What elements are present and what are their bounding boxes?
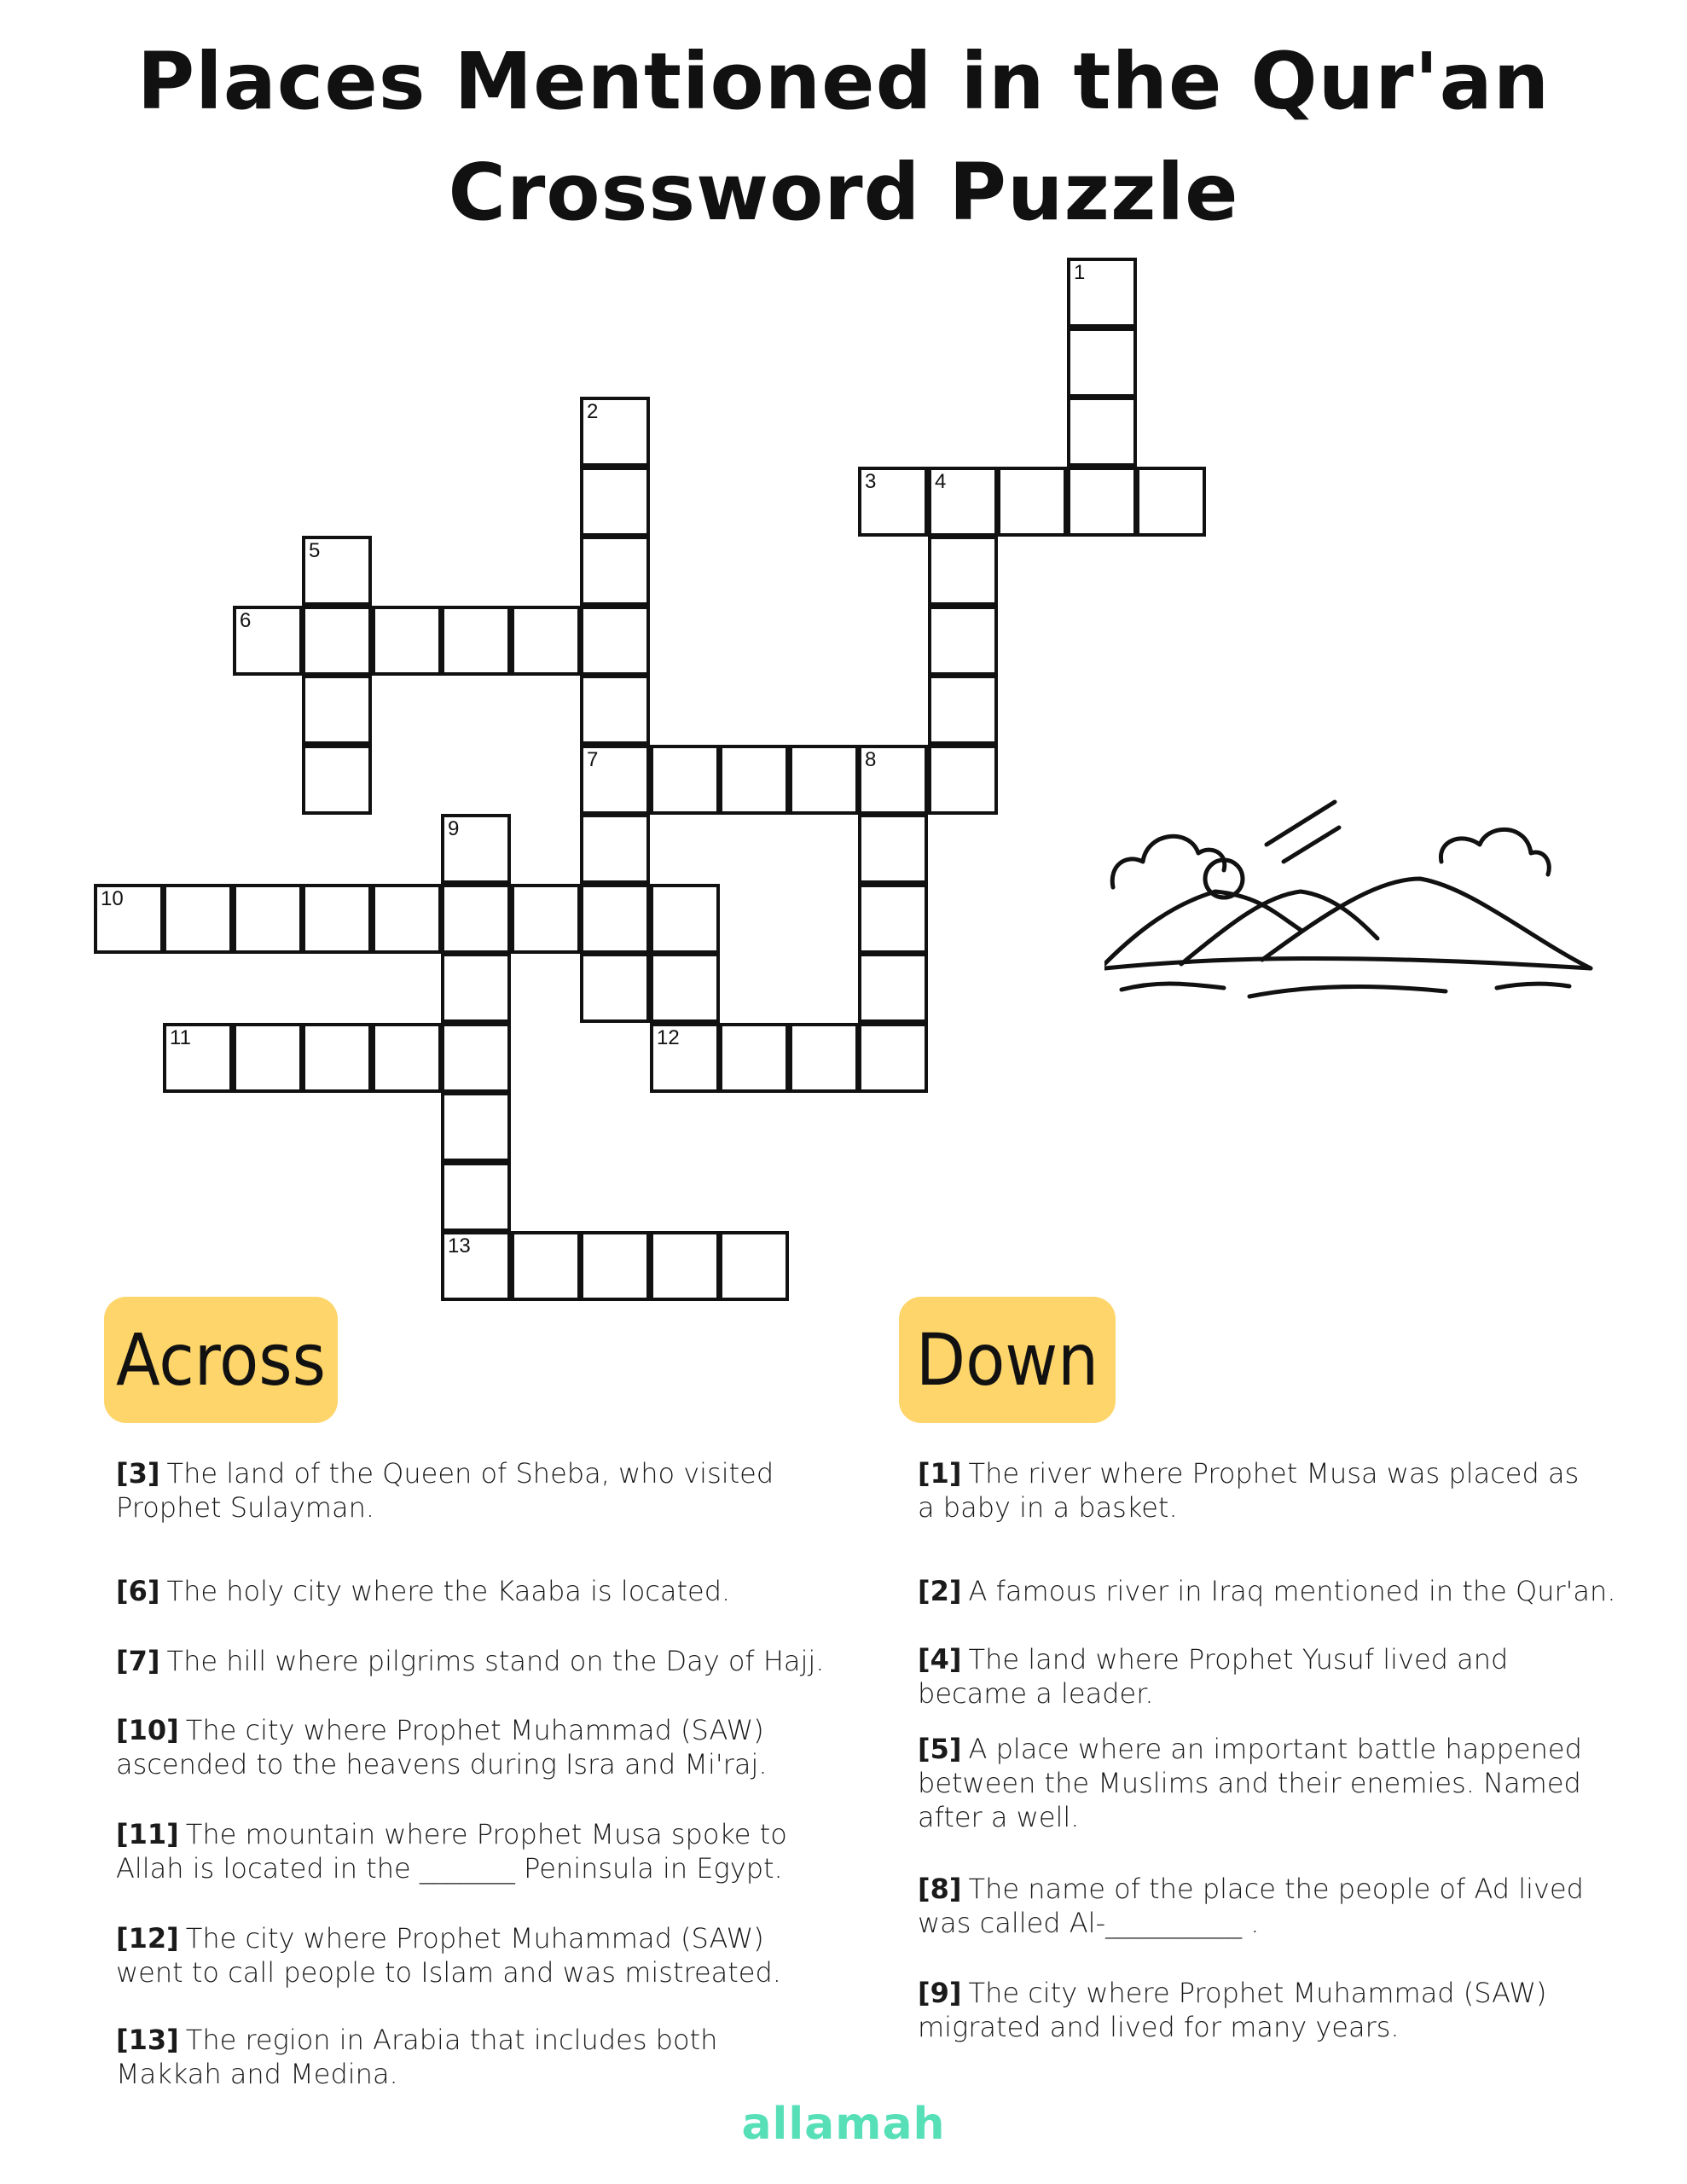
clue-number: [1] [918,1457,962,1490]
across-heading: Across [104,1297,338,1423]
crossword-cell[interactable] [719,1231,789,1301]
crossword-cell[interactable] [580,606,650,676]
clue-number-label: 8 [865,748,877,771]
crossword-cell[interactable] [1067,397,1137,467]
clue-text: The river where Prophet Musa was placed as [968,1457,1580,1490]
page-title: Places Mentioned in the Qur'an [136,36,1551,127]
crossword-cell[interactable] [580,884,650,954]
crossword-cell[interactable] [580,953,650,1023]
clue-text-continued: was called Al-__________ . [918,1907,1260,1939]
clue-number-label: 4 [935,470,947,493]
crossword-cell[interactable] [441,1162,511,1232]
clue-text-continued: became a leader. [918,1677,1154,1710]
clue-number: [8] [918,1873,962,1905]
clue-number-label: 6 [240,609,252,632]
crossword-cell[interactable] [719,1023,789,1093]
down-heading: Down [899,1297,1116,1423]
crossword-cell[interactable] [650,1231,720,1301]
clue-text-continued: Allah is located in the _______ Peninsula in Egypt. [116,1852,783,1885]
clue-text: The name of the place the people of Ad lived [968,1873,1584,1905]
crossword-cell[interactable] [511,606,581,676]
clue-number-label: 9 [448,817,460,840]
clue-number-label: 1 [1074,261,1086,284]
crossword-cell[interactable] [580,467,650,537]
clue-number: [7] [116,1645,160,1677]
clue-text: The hill where pilgrims stand on the Day of Hajj. [166,1645,825,1677]
crossword-cell[interactable] [858,814,928,884]
clue-number-label: 3 [865,470,877,493]
clue-text: A famous river in Iraq mentioned in the Qur'an. [968,1575,1616,1607]
clue-text: The city where Prophet Muhammad (SAW) [968,1977,1547,2009]
down-clue [918,1732,1582,1834]
crossword-cell[interactable] [580,1231,650,1301]
crossword-cell[interactable] [650,953,720,1023]
crossword-cell[interactable] [580,536,650,606]
crossword-cell[interactable] [1136,467,1206,537]
clue-text-continued: migrated and lived for many years. [918,2011,1400,2043]
clue-number: [10] [116,1714,179,1746]
crossword-cell-13[interactable] [441,1231,511,1301]
across-clue [116,1574,730,1608]
clue-text: The region in Arabia that includes both [185,2024,718,2056]
clue-text-continued: Makkah and Medina. [116,2058,398,2090]
clue-text: The land where Prophet Yusuf lived and [968,1643,1509,1676]
crossword-cell-3[interactable] [858,467,928,537]
down-clue [918,1976,1546,2044]
clue-text-continued: Prophet Sulayman. [116,1491,375,1524]
crossword-cell[interactable] [789,745,859,815]
crossword-cell-10[interactable] [94,884,164,954]
crossword-cell[interactable] [858,884,928,954]
across-clue [116,1644,824,1678]
crossword-cell-8[interactable] [858,745,928,815]
crossword-cell-1[interactable] [1067,258,1137,328]
crossword-cell[interactable] [233,884,303,954]
clue-number: [9] [918,1977,962,2009]
crossword-cell-4[interactable] [928,467,998,537]
down-clue [918,1872,1584,1940]
crossword-cell[interactable] [580,675,650,745]
across-clue [116,1817,787,1885]
clue-number: [11] [116,1818,179,1850]
crossword-cell[interactable] [372,884,442,954]
crossword-cell-6[interactable] [233,606,303,676]
brand-logo: allamah [741,2099,946,2150]
page-subtitle: Crossword Puzzle [448,147,1239,238]
clue-text-continued: ascended to the heavens during Isra and Mi'raj. [116,1748,768,1780]
clue-number: [2] [918,1575,962,1607]
clue-number: [4] [918,1643,962,1676]
clue-number: [3] [116,1457,160,1490]
across-clue [116,2023,717,2091]
crossword-cell[interactable] [441,953,511,1023]
crossword-cell[interactable] [580,814,650,884]
crossword-cell-9[interactable] [441,814,511,884]
clue-number-label: 13 [448,1234,471,1258]
clue-text: The city where Prophet Muhammad (SAW) [185,1714,764,1746]
clue-number-label: 7 [587,748,599,771]
across-clue [116,1713,767,1781]
crossword-cell[interactable] [372,606,442,676]
crossword-cell[interactable] [441,606,511,676]
crossword-cell-5[interactable] [302,536,372,606]
across-clue [116,1921,781,1989]
clue-number: [5] [918,1733,962,1765]
crossword-cell[interactable] [302,1023,372,1093]
crossword-cell[interactable] [302,675,372,745]
crossword-cell[interactable] [511,884,581,954]
crossword-cell[interactable] [1067,328,1137,398]
clue-number-label: 11 [170,1026,191,1049]
crossword-cell[interactable] [441,1023,511,1093]
clue-number-label: 10 [101,887,124,910]
crossword-cell[interactable] [928,536,998,606]
hills-sun-clouds-icon [1104,793,1595,1007]
clue-number-label: 2 [587,400,599,423]
clue-text-continued: between the Muslims and their enemies. Named [918,1767,1581,1799]
clue-text: A place where an important battle happened [968,1733,1582,1765]
crossword-cell-2[interactable] [580,397,650,467]
clue-number: [12] [116,1922,179,1955]
crossword-cell[interactable] [858,953,928,1023]
clue-number: [6] [116,1575,160,1607]
clue-text: The city where Prophet Muhammad (SAW) [185,1922,764,1955]
crossword-cell-7[interactable] [580,745,650,815]
crossword-cell-12[interactable] [650,1023,720,1093]
crossword-cell[interactable] [928,745,998,815]
clue-text: The land of the Queen of Sheba, who visited [166,1457,774,1490]
clue-text-continued: after a well. [918,1801,1080,1833]
crossword-cell[interactable] [302,884,372,954]
clue-text: The mountain where Prophet Musa spoke to [185,1818,787,1850]
clue-text: The holy city where the Kaaba is located. [166,1575,731,1607]
clue-number-label: 12 [657,1026,680,1049]
crossword-cell[interactable] [511,1231,581,1301]
crossword-cell[interactable] [858,1023,928,1093]
clue-number: [13] [116,2024,179,2056]
crossword-cell[interactable] [441,1092,511,1162]
crossword-cell[interactable] [372,1023,442,1093]
crossword-cell[interactable] [233,1023,303,1093]
crossword-cell[interactable] [650,745,720,815]
crossword-cell[interactable] [302,606,372,676]
crossword-cell[interactable] [789,1023,859,1093]
clue-number-label: 5 [309,539,321,562]
down-clue [918,1456,1579,1525]
crossword-cell[interactable] [650,884,720,954]
crossword-cell[interactable] [163,884,233,954]
crossword-cell[interactable] [928,606,998,676]
down-clue [918,1642,1508,1711]
crossword-cell[interactable] [441,884,511,954]
clue-text-continued: went to call people to Islam and was mistreated. [116,1956,781,1989]
crossword-cell[interactable] [719,745,789,815]
clue-text-continued: a baby in a basket. [918,1491,1178,1524]
crossword-cell[interactable] [928,675,998,745]
crossword-cell[interactable] [1067,467,1137,537]
down-clue [918,1574,1615,1608]
across-clue [116,1456,774,1525]
crossword-cell[interactable] [997,467,1067,537]
crossword-cell[interactable] [302,745,372,815]
crossword-cell-11[interactable] [163,1023,233,1093]
